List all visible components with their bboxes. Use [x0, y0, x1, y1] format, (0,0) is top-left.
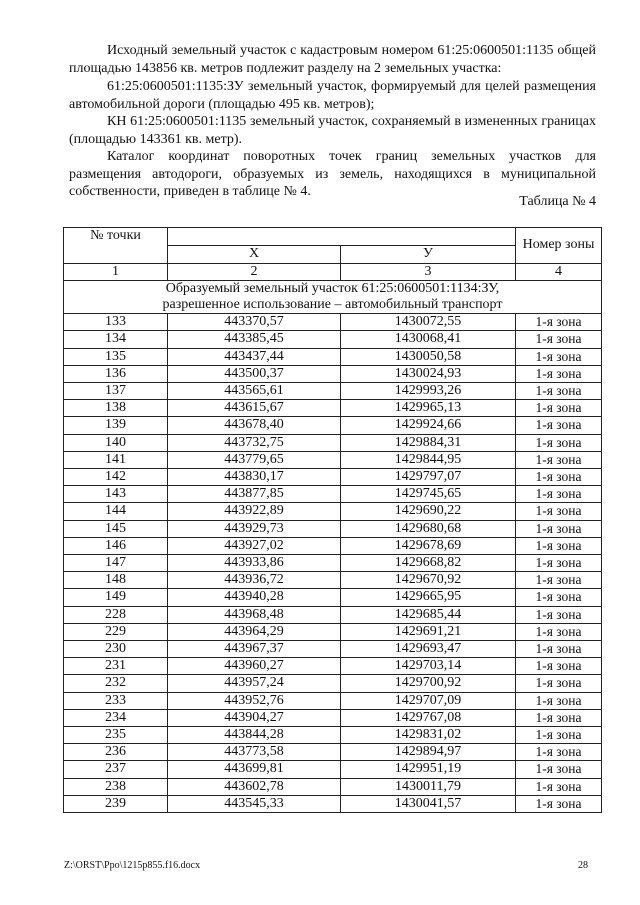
table-row — [64, 572, 602, 589]
x-cell: 443565,61 — [168, 383, 341, 400]
zone-cell: 1-я зона — [516, 692, 602, 709]
zone-cell: 1-я зона — [516, 537, 602, 554]
x-cell: 443964,29 — [168, 623, 341, 640]
y-cell: 1429693,47 — [341, 641, 516, 658]
table-row — [64, 692, 602, 709]
zone-cell: 1-я зона — [516, 555, 602, 572]
x-cell: 443844,28 — [168, 727, 341, 744]
x-cell: 443927,02 — [168, 537, 341, 554]
zone-cell: 1-я зона — [516, 348, 602, 365]
point-cell: 146 — [64, 537, 168, 554]
point-cell: 141 — [64, 451, 168, 468]
point-cell: 138 — [64, 400, 168, 417]
table-row — [64, 417, 602, 434]
table-row — [64, 658, 602, 675]
point-cell: 140 — [64, 434, 168, 451]
x-cell: 443830,17 — [168, 469, 341, 486]
point-cell: 143 — [64, 486, 168, 503]
x-cell: 443933,86 — [168, 555, 341, 572]
y-cell: 1429685,44 — [341, 606, 516, 623]
point-cell: 145 — [64, 520, 168, 537]
point-cell: 142 — [64, 469, 168, 486]
table-row — [64, 348, 602, 365]
y-cell: 1429767,08 — [341, 709, 516, 726]
table-row — [64, 331, 602, 348]
table-row — [64, 469, 602, 486]
table-row — [64, 400, 602, 417]
x-cell: 443437,44 — [168, 348, 341, 365]
table-row — [64, 520, 602, 537]
y-cell: 1429844,95 — [341, 451, 516, 468]
point-cell: 230 — [64, 641, 168, 658]
x-cell: 443957,24 — [168, 675, 341, 692]
table-row — [64, 589, 602, 606]
section-title — [64, 281, 602, 314]
x-cell: 443967,37 — [168, 641, 341, 658]
point-cell: 144 — [64, 503, 168, 520]
y-cell: 1430011,79 — [341, 778, 516, 795]
zone-cell: 1-я зона — [516, 658, 602, 675]
y-cell: 1429797,07 — [341, 469, 516, 486]
zone-cell: 1-я зона — [516, 400, 602, 417]
zone-cell: 1-я зона — [516, 641, 602, 658]
y-cell: 1430041,57 — [341, 795, 516, 812]
point-cell: 233 — [64, 692, 168, 709]
x-cell: 443602,78 — [168, 778, 341, 795]
point-cell: 234 — [64, 709, 168, 726]
column-number: 3 — [341, 264, 516, 281]
section-title-row — [64, 281, 602, 314]
y-cell: 1429924,66 — [341, 417, 516, 434]
x-cell: 443678,40 — [168, 417, 341, 434]
header-y: У — [341, 246, 516, 264]
table-row — [64, 314, 602, 331]
footer-page-number: 28 — [578, 860, 588, 871]
x-cell: 443500,37 — [168, 365, 341, 382]
paragraph-catalog-intro: Каталог координат поворотных точек границ земельных участков для размещения автодороги, образуемых из земель, находящихся в муниципальной собственности, приведен в таблице № 4. — [69, 149, 596, 200]
column-number: 4 — [516, 264, 602, 281]
x-cell: 443773,58 — [168, 744, 341, 761]
point-cell: 147 — [64, 555, 168, 572]
zone-cell: 1-я зона — [516, 365, 602, 382]
header-coordinates-blank — [168, 228, 516, 246]
table-row — [64, 486, 602, 503]
column-number: 1 — [64, 264, 168, 281]
zone-cell: 1-я зона — [516, 709, 602, 726]
point-cell: 238 — [64, 778, 168, 795]
x-cell: 443545,33 — [168, 795, 341, 812]
table-row — [64, 675, 602, 692]
zone-cell: 1-я зона — [516, 589, 602, 606]
x-cell: 443615,67 — [168, 400, 341, 417]
y-cell: 1429678,69 — [341, 537, 516, 554]
paragraph-source-plot: Исходный земельный участок с кадастровым номером 61:25:0600501:1135 общей площадью 143856 кв. метров подлежит разделу на 2 земельных участка: — [69, 43, 596, 76]
zone-cell: 1-я зона — [516, 503, 602, 520]
point-cell: 237 — [64, 761, 168, 778]
zone-cell: 1-я зона — [516, 744, 602, 761]
point-cell: 239 — [64, 795, 168, 812]
table-row — [64, 383, 602, 400]
coordinates-table — [63, 227, 602, 813]
paragraph-new-plot: 61:25:0600501:1135:ЗУ земельный участок, формируемый для целей размещения автомобильной дороги (площадью 495 кв. метров); — [69, 79, 596, 112]
point-cell: 229 — [64, 623, 168, 640]
point-cell: 135 — [64, 348, 168, 365]
y-cell: 1430072,55 — [341, 314, 516, 331]
x-cell: 443968,48 — [168, 606, 341, 623]
y-cell: 1430068,41 — [341, 331, 516, 348]
x-cell: 443922,89 — [168, 503, 341, 520]
table-row — [64, 365, 602, 382]
footer-file-path: Z:\ORST\Ppo\1215p855.f16.docx — [64, 860, 201, 871]
zone-cell: 1-я зона — [516, 795, 602, 812]
zone-cell: 1-я зона — [516, 331, 602, 348]
column-number: 2 — [168, 264, 341, 281]
y-cell: 1429670,92 — [341, 572, 516, 589]
table-row — [64, 709, 602, 726]
point-cell: 139 — [64, 417, 168, 434]
zone-cell: 1-я зона — [516, 606, 602, 623]
y-cell: 1429680,68 — [341, 520, 516, 537]
point-cell: 134 — [64, 331, 168, 348]
section-title-line1: Образуемый земельный участок 61:25:0600501:1134:ЗУ, — [165, 281, 500, 297]
x-cell: 443952,76 — [168, 692, 341, 709]
table-row — [64, 761, 602, 778]
point-cell: 236 — [64, 744, 168, 761]
header-x: Х — [168, 246, 341, 264]
y-cell: 1429745,65 — [341, 486, 516, 503]
y-cell: 1429668,82 — [341, 555, 516, 572]
x-cell: 443732,75 — [168, 434, 341, 451]
zone-cell: 1-я зона — [516, 383, 602, 400]
y-cell: 1429894,97 — [341, 744, 516, 761]
y-cell: 1429703,14 — [341, 658, 516, 675]
x-cell: 443385,45 — [168, 331, 341, 348]
section-title-line2: разрешенное использование – автомобильный транспорт — [162, 297, 503, 313]
table-caption: Таблица № 4 — [519, 194, 596, 209]
y-cell: 1429691,21 — [341, 623, 516, 640]
x-cell: 443904,27 — [168, 709, 341, 726]
point-cell: 137 — [64, 383, 168, 400]
point-cell: 235 — [64, 727, 168, 744]
table-row — [64, 795, 602, 812]
table-row — [64, 503, 602, 520]
zone-cell: 1-я зона — [516, 778, 602, 795]
table-row — [64, 727, 602, 744]
table-row — [64, 451, 602, 468]
table-row — [64, 434, 602, 451]
zone-cell: 1-я зона — [516, 417, 602, 434]
header-zone-number: Номер зоны — [516, 228, 602, 264]
table-row — [64, 778, 602, 795]
y-cell: 1429951,19 — [341, 761, 516, 778]
x-cell: 443960,27 — [168, 658, 341, 675]
y-cell: 1430024,93 — [341, 365, 516, 382]
zone-cell: 1-я зона — [516, 314, 602, 331]
paragraph-retained-plot: КН 61:25:0600501:1135 земельный участок, сохраняемый в измененных границах (площадью 143361 кв. метр). — [69, 114, 596, 147]
zone-cell: 1-я зона — [516, 434, 602, 451]
header-point-number: № точки — [64, 228, 168, 264]
y-cell: 1430050,58 — [341, 348, 516, 365]
zone-cell: 1-я зона — [516, 727, 602, 744]
table-row — [64, 641, 602, 658]
zone-cell: 1-я зона — [516, 520, 602, 537]
zone-cell: 1-я зона — [516, 572, 602, 589]
point-cell: 228 — [64, 606, 168, 623]
x-cell: 443779,65 — [168, 451, 341, 468]
coordinates-table-body — [64, 314, 602, 813]
x-cell: 443936,72 — [168, 572, 341, 589]
zone-cell: 1-я зона — [516, 486, 602, 503]
table-row — [64, 744, 602, 761]
zone-cell: 1-я зона — [516, 451, 602, 468]
table-row — [64, 623, 602, 640]
table-row — [64, 537, 602, 554]
y-cell: 1429690,22 — [341, 503, 516, 520]
point-cell: 231 — [64, 658, 168, 675]
y-cell: 1429665,95 — [341, 589, 516, 606]
y-cell: 1429884,31 — [341, 434, 516, 451]
zone-cell: 1-я зона — [516, 675, 602, 692]
point-cell: 232 — [64, 675, 168, 692]
point-cell: 148 — [64, 572, 168, 589]
y-cell: 1429700,92 — [341, 675, 516, 692]
y-cell: 1429707,09 — [341, 692, 516, 709]
x-cell: 443370,57 — [168, 314, 341, 331]
y-cell: 1429965,13 — [341, 400, 516, 417]
zone-cell: 1-я зона — [516, 761, 602, 778]
table-row — [64, 606, 602, 623]
point-cell: 133 — [64, 314, 168, 331]
column-number-row — [64, 264, 602, 281]
zone-cell: 1-я зона — [516, 469, 602, 486]
x-cell: 443877,85 — [168, 486, 341, 503]
zone-cell: 1-я зона — [516, 623, 602, 640]
table-row — [64, 555, 602, 572]
x-cell: 443699,81 — [168, 761, 341, 778]
y-cell: 1429831,02 — [341, 727, 516, 744]
table-header-row — [64, 228, 602, 246]
point-cell: 149 — [64, 589, 168, 606]
x-cell: 443940,28 — [168, 589, 341, 606]
point-cell: 136 — [64, 365, 168, 382]
x-cell: 443929,73 — [168, 520, 341, 537]
y-cell: 1429993,26 — [341, 383, 516, 400]
